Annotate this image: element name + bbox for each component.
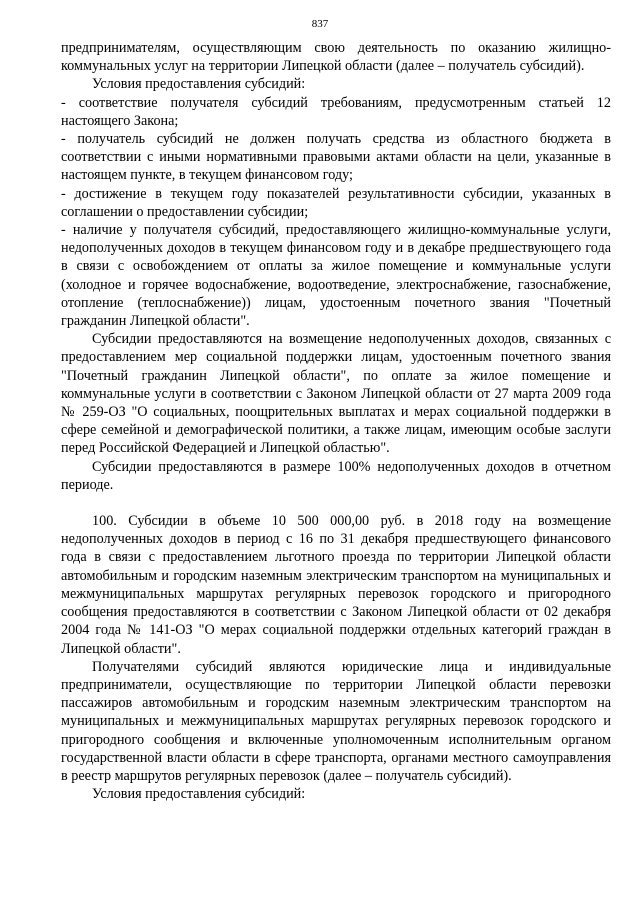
paragraph-condition-item: - наличие у получателя субсидий, предоставляющего жилищно-коммунальные услуги, недополученных доходов в текущем финансовом году и в декабре предшествующего года в связи с освобождением от оплаты за жилое помещение и коммунальные услуги (холодное и горячее водоснабжение, водоотведение, электроснабжение, газоснабжение, отопление (теплоснабжение)) лицам, удостоенным почетного звания "Почетный гражданин Липецкой области". [61,222,611,330]
paragraph-conditions-heading: Условия предоставления субсидий: [92,786,306,803]
paragraph-condition-item: - достижение в текущем году показателей результативности субсидии, указанных в соглашении о предоставлении субсидии; [61,185,611,220]
paragraph-condition-item: - соответствие получателя субсидий требованиям, предусмотренным статьей 12 настоящего Закона; [61,94,611,129]
document-body [61,39,611,803]
page-number: 837 [311,18,329,30]
paragraph-continuation: предпринимателям, осуществляющим свою деятельность по оказанию жилищно-коммунальных услуг на территории Липецкой области (далее – получатель субсидий). [61,40,611,75]
paragraph-conditions-heading: Условия предоставления субсидий: [92,76,306,93]
paragraph-subsidy-amount: Субсидии предоставляются в размере 100% недополученных доходов в отчетном периоде. [61,458,611,493]
paragraph-condition-item: - получатель субсидий не должен получать средства из областного бюджета в соответствии с иными нормативными правовыми актами области на цели, указанные в настоящем пункте, в текущем финансовом году; [61,131,611,184]
paragraph-recipients: Получателями субсидий являются юридические лица и индивидуальные предприниматели, осуществляющие по территории Липецкой области перевозки пассажиров автомобильным и городским наземным электрическим транспортом на муниципальных и межмуниципальных маршрутах регулярных перевозок городского и пригородного сообщения и включенные уполномоченным исполнительным органом государственной власти области в сфере транспорта, органами местного самоуправления в реестр маршрутов регулярных перевозок (далее – получатель субсидий). [61,658,611,784]
paragraph-item-100: 100. Субсидии в объеме 10 500 000,00 руб. в 2018 году на возмещение недополученных доходов в период с 16 по 31 декабря предшествующего финансового года в связи с предоставлением льготного проезда по территории Липецкой области автомобильным и городским наземным электрическим транспортом на муниципальных и межмуниципальных маршрутах регулярных перевозок городского и пригородного сообщения предоставляются в соответствии с Законом Липецкой области от 02 декабря 2004 года № 141-ОЗ "О мерах социальной поддержки отдельных категорий граждан в Липецкой области". [61,513,611,657]
paragraph-subsidy-purpose: Субсидии предоставляются на возмещение недополученных доходов, связанных с предоставлением мер социальной поддержки лицам, удостоенным почетного звания "Почетный гражданин Липецкой области", по оплате за жилое помещение и коммунальные услуги в соответствии с Законом Липецкой области от 27 марта 2009 года № 259-ОЗ "О социальных, поощрительных выплатах и мерах социальной поддержки в сфере семейной и демографической политики, а также лицам, имеющим особые заслуги перед Российской Федерацией и Липецкой областью". [61,331,611,457]
